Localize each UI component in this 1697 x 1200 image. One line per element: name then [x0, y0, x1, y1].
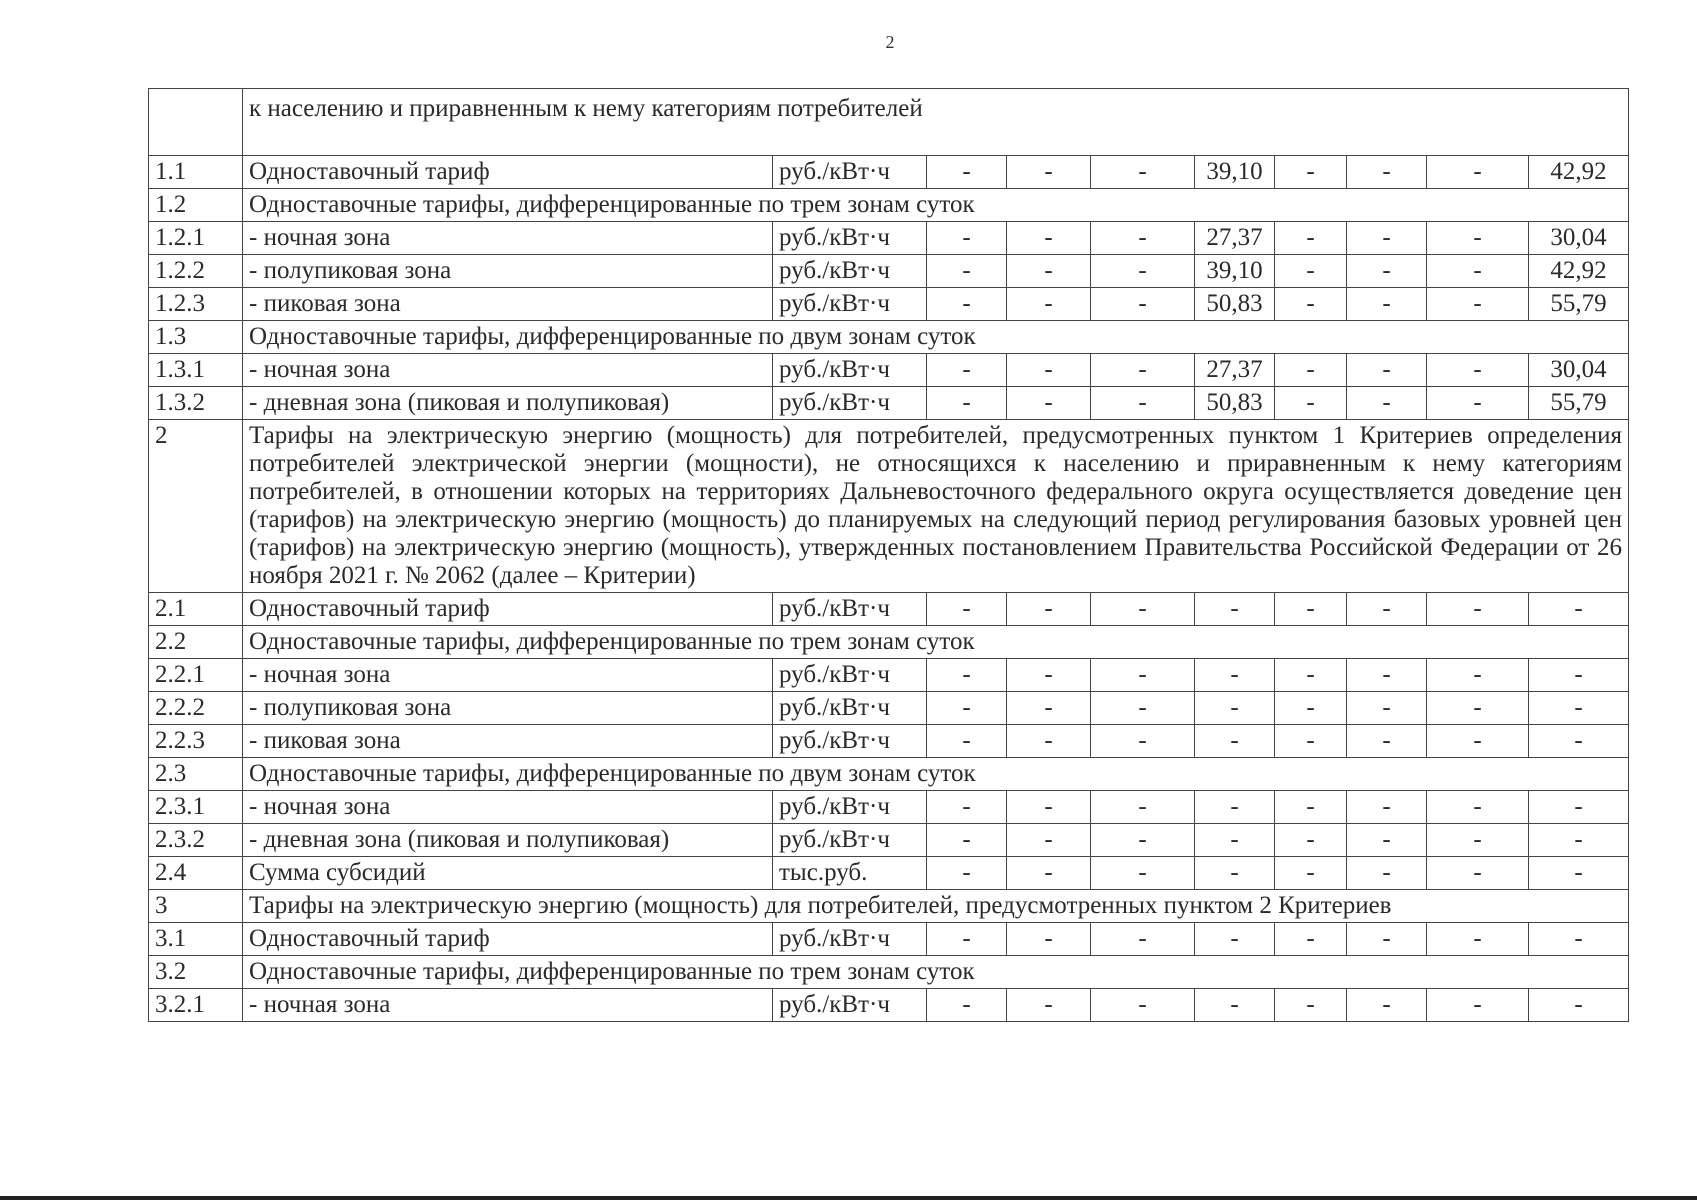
- value-cell: -: [1347, 725, 1427, 758]
- value-cell: -: [1275, 857, 1347, 890]
- value-cell: -: [1091, 857, 1195, 890]
- row-number-cell: 3.2.1: [149, 989, 243, 1022]
- value-cell: 39,10: [1195, 156, 1275, 189]
- value-cell: -: [1195, 824, 1275, 857]
- row-name-cell: - ночная зона: [243, 659, 773, 692]
- value-cell: -: [1427, 989, 1529, 1022]
- unit-cell: руб./кВт·ч: [773, 255, 927, 288]
- row-number-cell: 2.3: [149, 758, 243, 791]
- value-cell: -: [1007, 387, 1091, 420]
- value-cell: -: [1275, 593, 1347, 626]
- row-name-cell: Одноставочный тариф: [243, 156, 773, 189]
- value-cell: -: [1427, 791, 1529, 824]
- row-name-cell: - ночная зона: [243, 989, 773, 1022]
- unit-cell: руб./кВт·ч: [773, 387, 927, 420]
- table-row: [149, 354, 1629, 387]
- value-cell: -: [1529, 659, 1629, 692]
- table-row: [149, 659, 1629, 692]
- value-cell: -: [1275, 288, 1347, 321]
- value-cell: -: [927, 387, 1007, 420]
- value-cell: -: [1347, 659, 1427, 692]
- row-name-cell: - дневная зона (пиковая и полупиковая): [243, 387, 773, 420]
- value-cell: -: [1275, 824, 1347, 857]
- value-cell: -: [927, 156, 1007, 189]
- value-cell: -: [1091, 791, 1195, 824]
- value-cell: -: [1007, 923, 1091, 956]
- value-cell: -: [1091, 222, 1195, 255]
- value-cell: -: [927, 222, 1007, 255]
- row-name-cell: Одноставочный тариф: [243, 923, 773, 956]
- value-cell: -: [1347, 857, 1427, 890]
- row-name-cell: - ночная зона: [243, 222, 773, 255]
- table-row: [149, 288, 1629, 321]
- value-cell: -: [1007, 659, 1091, 692]
- value-cell: -: [1091, 387, 1195, 420]
- row-name-cell: - полупиковая зона: [243, 692, 773, 725]
- row-number-cell: 1.3.2: [149, 387, 243, 420]
- table-row: [149, 593, 1629, 626]
- unit-cell: руб./кВт·ч: [773, 824, 927, 857]
- value-cell: -: [927, 824, 1007, 857]
- value-cell: -: [1007, 824, 1091, 857]
- value-cell: -: [1427, 593, 1529, 626]
- row-number-cell: 2.2.1: [149, 659, 243, 692]
- table-row: [149, 255, 1629, 288]
- value-cell: 39,10: [1195, 255, 1275, 288]
- table-row: [149, 824, 1629, 857]
- value-cell: -: [1091, 593, 1195, 626]
- row-name-cell: Одноставочный тариф: [243, 593, 773, 626]
- subsection-heading-cell: Тарифы на электрическую энергию (мощность) для потребителей, предусмотренных пунктом 2 Критериев: [243, 890, 1629, 923]
- value-cell: -: [1007, 255, 1091, 288]
- value-cell: -: [1275, 989, 1347, 1022]
- value-cell: -: [1007, 288, 1091, 321]
- value-cell: -: [927, 354, 1007, 387]
- value-cell: -: [1275, 791, 1347, 824]
- row-number-cell: 1.2.2: [149, 255, 243, 288]
- table-row-header: [149, 89, 1629, 156]
- table-row: [149, 626, 1629, 659]
- table-row: [149, 791, 1629, 824]
- value-cell: -: [927, 692, 1007, 725]
- row-number-cell: 1.2: [149, 189, 243, 222]
- row-number-cell: 2.2.3: [149, 725, 243, 758]
- value-cell: -: [1529, 692, 1629, 725]
- value-cell: 50,83: [1195, 288, 1275, 321]
- value-cell: -: [1275, 692, 1347, 725]
- unit-cell: руб./кВт·ч: [773, 791, 927, 824]
- row-number-cell: 2.1: [149, 593, 243, 626]
- value-cell: -: [1007, 593, 1091, 626]
- value-cell: -: [927, 659, 1007, 692]
- tariff-table: [148, 88, 1629, 1022]
- value-cell: -: [1427, 659, 1529, 692]
- row-number-cell: 1.3: [149, 321, 243, 354]
- value-cell: -: [1529, 593, 1629, 626]
- value-cell: -: [1091, 288, 1195, 321]
- value-cell: -: [1347, 354, 1427, 387]
- row-number-cell: 2.3.1: [149, 791, 243, 824]
- value-cell: -: [1007, 222, 1091, 255]
- value-cell: -: [1275, 354, 1347, 387]
- row-number-cell: 3: [149, 890, 243, 923]
- value-cell: -: [1529, 824, 1629, 857]
- value-cell: 55,79: [1529, 288, 1629, 321]
- unit-cell: руб./кВт·ч: [773, 692, 927, 725]
- unit-cell: руб./кВт·ч: [773, 288, 927, 321]
- value-cell: -: [1275, 725, 1347, 758]
- value-cell: -: [1091, 255, 1195, 288]
- value-cell: -: [1529, 923, 1629, 956]
- value-cell: -: [1427, 255, 1529, 288]
- value-cell: -: [1091, 692, 1195, 725]
- value-cell: -: [1007, 791, 1091, 824]
- subsection-heading-cell: Одноставочные тарифы, дифференцированные по трем зонам суток: [243, 956, 1629, 989]
- value-cell: -: [1427, 923, 1529, 956]
- value-cell: -: [1091, 354, 1195, 387]
- table-row: [149, 420, 1629, 593]
- unit-cell: руб./кВт·ч: [773, 593, 927, 626]
- value-cell: 42,92: [1529, 255, 1629, 288]
- row-number-cell: 1.2.3: [149, 288, 243, 321]
- value-cell: -: [1091, 989, 1195, 1022]
- value-cell: -: [1347, 593, 1427, 626]
- value-cell: -: [927, 923, 1007, 956]
- value-cell: 42,92: [1529, 156, 1629, 189]
- value-cell: -: [1347, 692, 1427, 725]
- table-row: [149, 890, 1629, 923]
- table-row: [149, 725, 1629, 758]
- value-cell: -: [1275, 222, 1347, 255]
- row-name-cell: - пиковая зона: [243, 288, 773, 321]
- value-cell: -: [1347, 824, 1427, 857]
- value-cell: -: [927, 725, 1007, 758]
- value-cell: -: [1007, 725, 1091, 758]
- value-cell: -: [1347, 387, 1427, 420]
- value-cell: -: [1195, 659, 1275, 692]
- value-cell: -: [1529, 791, 1629, 824]
- value-cell: -: [1275, 659, 1347, 692]
- subsection-heading-cell: Одноставочные тарифы, дифференцированные по трем зонам суток: [243, 626, 1629, 659]
- value-cell: -: [1195, 692, 1275, 725]
- value-cell: -: [1427, 222, 1529, 255]
- row-number-cell: 1.2.1: [149, 222, 243, 255]
- value-cell: 27,37: [1195, 222, 1275, 255]
- value-cell: -: [1529, 857, 1629, 890]
- value-cell: -: [1007, 692, 1091, 725]
- unit-cell: руб./кВт·ч: [773, 659, 927, 692]
- value-cell: -: [1275, 156, 1347, 189]
- table-row: [149, 857, 1629, 890]
- value-cell: 27,37: [1195, 354, 1275, 387]
- value-cell: -: [1347, 288, 1427, 321]
- row-number-cell: 3.1: [149, 923, 243, 956]
- unit-cell: руб./кВт·ч: [773, 354, 927, 387]
- value-cell: -: [1427, 857, 1529, 890]
- row-number-cell: 2.2: [149, 626, 243, 659]
- value-cell: -: [1529, 725, 1629, 758]
- value-cell: -: [1427, 354, 1529, 387]
- section-heading-text: к населению и приравненным к нему категориям потребителей: [243, 89, 1629, 156]
- row-name-cell: - пиковая зона: [243, 725, 773, 758]
- value-cell: -: [1427, 692, 1529, 725]
- subsection-heading-cell: Одноставочные тарифы, дифференцированные по двум зонам суток: [243, 758, 1629, 791]
- table-row: [149, 321, 1629, 354]
- value-cell: -: [1195, 989, 1275, 1022]
- value-cell: -: [1007, 989, 1091, 1022]
- row-number-cell: 2.3.2: [149, 824, 243, 857]
- value-cell: -: [1347, 791, 1427, 824]
- unit-cell: руб./кВт·ч: [773, 222, 927, 255]
- unit-cell: тыс.руб.: [773, 857, 927, 890]
- unit-cell: руб./кВт·ч: [773, 156, 927, 189]
- row-number-cell: 1.1: [149, 156, 243, 189]
- unit-cell: руб./кВт·ч: [773, 923, 927, 956]
- value-cell: -: [1347, 222, 1427, 255]
- value-cell: -: [927, 989, 1007, 1022]
- table-row: [149, 758, 1629, 791]
- value-cell: -: [1275, 923, 1347, 956]
- value-cell: -: [1091, 923, 1195, 956]
- row-number-cell: 2: [149, 420, 243, 593]
- table-row: [149, 989, 1629, 1022]
- value-cell: 50,83: [1195, 387, 1275, 420]
- value-cell: 30,04: [1529, 222, 1629, 255]
- row-name-cell: - дневная зона (пиковая и полупиковая): [243, 824, 773, 857]
- value-cell: -: [1195, 857, 1275, 890]
- value-cell: -: [927, 255, 1007, 288]
- subsection-heading-cell: Одноставочные тарифы, дифференцированные по трем зонам суток: [243, 189, 1629, 222]
- subsection-heading-cell: Одноставочные тарифы, дифференцированные по двум зонам суток: [243, 321, 1629, 354]
- value-cell: -: [1091, 725, 1195, 758]
- row-name-cell: - ночная зона: [243, 354, 773, 387]
- table-row: [149, 956, 1629, 989]
- row-number-cell: 2.2.2: [149, 692, 243, 725]
- unit-cell: руб./кВт·ч: [773, 989, 927, 1022]
- table-row: [149, 222, 1629, 255]
- value-cell: -: [927, 288, 1007, 321]
- unit-cell: руб./кВт·ч: [773, 725, 927, 758]
- value-cell: -: [927, 593, 1007, 626]
- row-number-cell: [149, 89, 243, 156]
- row-number-cell: 2.4: [149, 857, 243, 890]
- page-number: 2: [885, 32, 895, 52]
- value-cell: -: [927, 791, 1007, 824]
- value-cell: -: [1427, 387, 1529, 420]
- value-cell: -: [1091, 824, 1195, 857]
- value-cell: 55,79: [1529, 387, 1629, 420]
- value-cell: -: [1347, 156, 1427, 189]
- table-row: [149, 923, 1629, 956]
- value-cell: -: [1347, 923, 1427, 956]
- row-name-cell: - ночная зона: [243, 791, 773, 824]
- value-cell: -: [1427, 824, 1529, 857]
- row-number-cell: 1.3.1: [149, 354, 243, 387]
- row-name-cell: - полупиковая зона: [243, 255, 773, 288]
- table-row: [149, 692, 1629, 725]
- value-cell: -: [1195, 725, 1275, 758]
- value-cell: -: [1007, 354, 1091, 387]
- value-cell: -: [1007, 857, 1091, 890]
- tariff-table-body: [149, 89, 1629, 1022]
- value-cell: -: [1091, 156, 1195, 189]
- row-number-cell: 3.2: [149, 956, 243, 989]
- value-cell: -: [1427, 288, 1529, 321]
- value-cell: -: [1275, 255, 1347, 288]
- section-paragraph-cell: Тарифы на электрическую энергию (мощность) для потребителей, предусмотренных пунктом 1 Критериев определения потребителей электрической энергии (мощности), не относящихся к населению и приравненным к нему категориям потребителей, в отношении которых на территориях Дальневосточного федерального округа осуществляется доведение цен (тарифов) на электрическую энергию (мощность) до планируемых на следующий период регулирования базовых уровней цен (тарифов) на электрическую энергию (мощность), утвержденных постановлением Правительства Российской Федерации от 26 ноября 2021 г. № 2062 (далее – Критерии): [243, 420, 1629, 593]
- value-cell: -: [1275, 387, 1347, 420]
- value-cell: -: [1427, 156, 1529, 189]
- table-row: [149, 387, 1629, 420]
- value-cell: -: [1427, 725, 1529, 758]
- value-cell: -: [927, 857, 1007, 890]
- value-cell: -: [1347, 989, 1427, 1022]
- row-name-cell: Сумма субсидий: [243, 857, 773, 890]
- value-cell: 30,04: [1529, 354, 1629, 387]
- value-cell: -: [1195, 593, 1275, 626]
- scan-bottom-edge: [0, 1196, 1697, 1200]
- value-cell: -: [1529, 989, 1629, 1022]
- value-cell: -: [1195, 923, 1275, 956]
- table-row: [149, 189, 1629, 222]
- value-cell: -: [1007, 156, 1091, 189]
- value-cell: -: [1347, 255, 1427, 288]
- value-cell: -: [1091, 659, 1195, 692]
- table-row: [149, 156, 1629, 189]
- value-cell: -: [1195, 791, 1275, 824]
